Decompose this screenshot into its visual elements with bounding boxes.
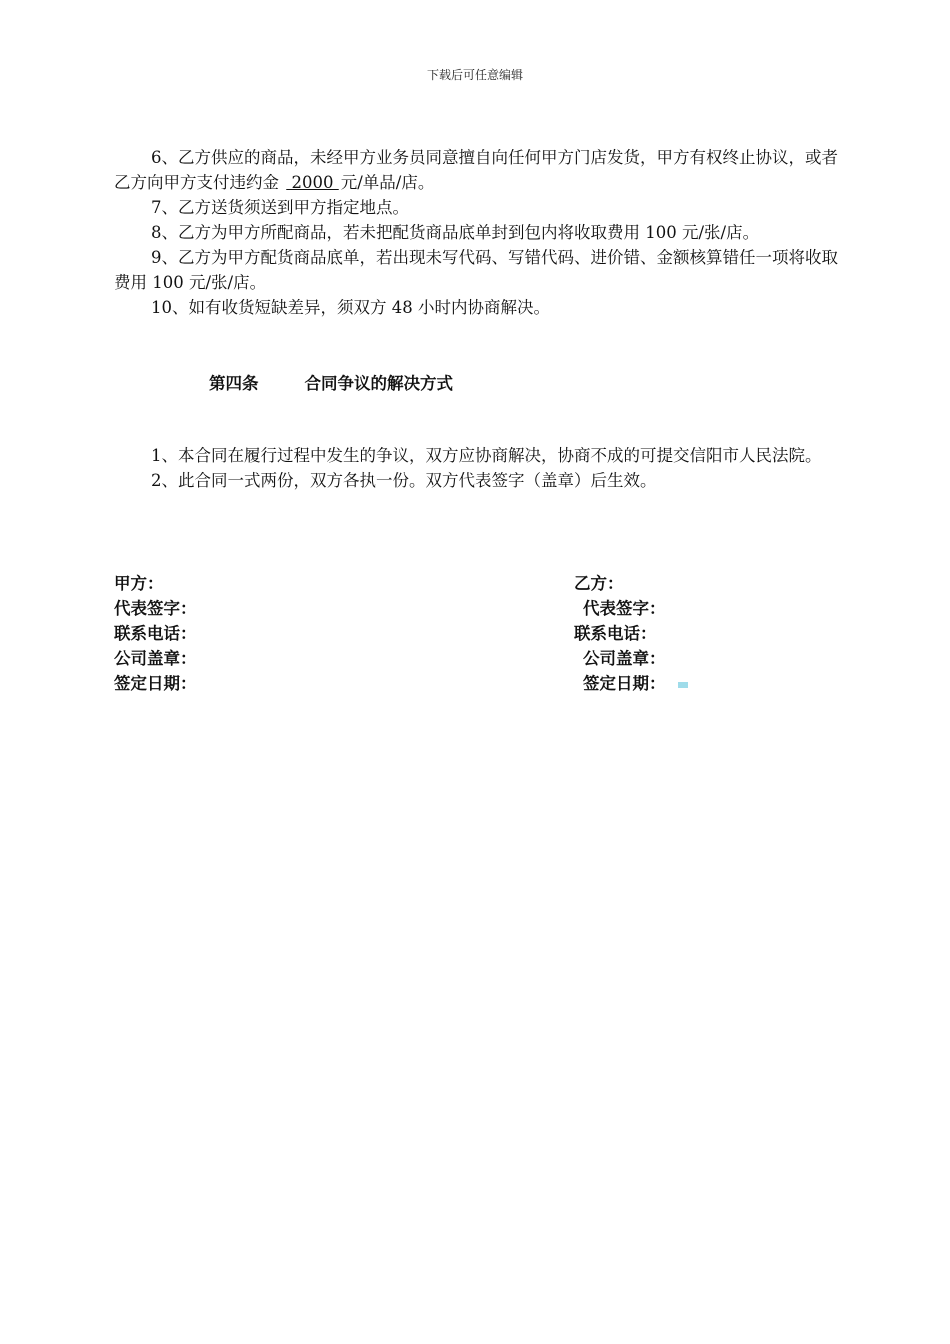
party-a-label: 甲方： [114, 574, 164, 593]
party-a-date: 签定日期： [114, 674, 197, 693]
party-b-phone: 联系电话： [574, 624, 657, 643]
party-b-seal: 公司盖章： [583, 649, 666, 668]
dispute-clause-1: 1、本合同在履行过程中发生的争议，双方应协商解决，协商不成的可提交信阳市人民法院。 [151, 446, 822, 465]
party-a-seal: 公司盖章： [114, 649, 197, 668]
clause-7: 7、乙方送货须送到甲方指定地点。 [151, 198, 409, 217]
clauses-section [114, 145, 838, 320]
article-4-title: 合同争议的解决方式 [304, 374, 453, 393]
dispute-section [114, 443, 838, 493]
penalty-amount: 2000 [291, 173, 334, 192]
clause-6-unit: 元/单品/店。 [340, 173, 435, 192]
clause-9: 9、乙方为甲方配货商品底单，若出现未写代码、写错代码、进价错、金额核算错任一项将收取费用 100 元/张/店。 [114, 248, 838, 292]
text-cursor-highlight [678, 682, 688, 688]
clause-8: 8、乙方为甲方所配商品，若未把配货商品底单封到包内将收取费用 100 元/张/店。 [151, 223, 760, 242]
dispute-clause-2: 2、此合同一式两份，双方各执一份。双方代表签字（盖章）后生效。 [151, 471, 657, 490]
party-b-label: 乙方： [574, 574, 624, 593]
party-b-rep-sign: 代表签字： [583, 599, 666, 618]
clause-6 [114, 145, 838, 195]
clause-6-text: 6、乙方供应的商品，未经甲方业务员同意擅自向任何甲方门店发货，甲方有权终止协议，或者乙方向甲方支付违约金 [114, 148, 838, 192]
party-b-date: 签定日期： [583, 674, 666, 693]
download-note-header: 下载后可任意编辑 [426, 68, 523, 82]
article-4-heading [209, 370, 453, 394]
party-a-phone: 联系电话： [114, 624, 197, 643]
party-a-rep-sign: 代表签字： [114, 599, 197, 618]
article-4-number: 第四条 [209, 374, 259, 393]
clause-10: 10、如有收货短缺差异，须双方 48 小时内协商解决。 [151, 298, 550, 317]
